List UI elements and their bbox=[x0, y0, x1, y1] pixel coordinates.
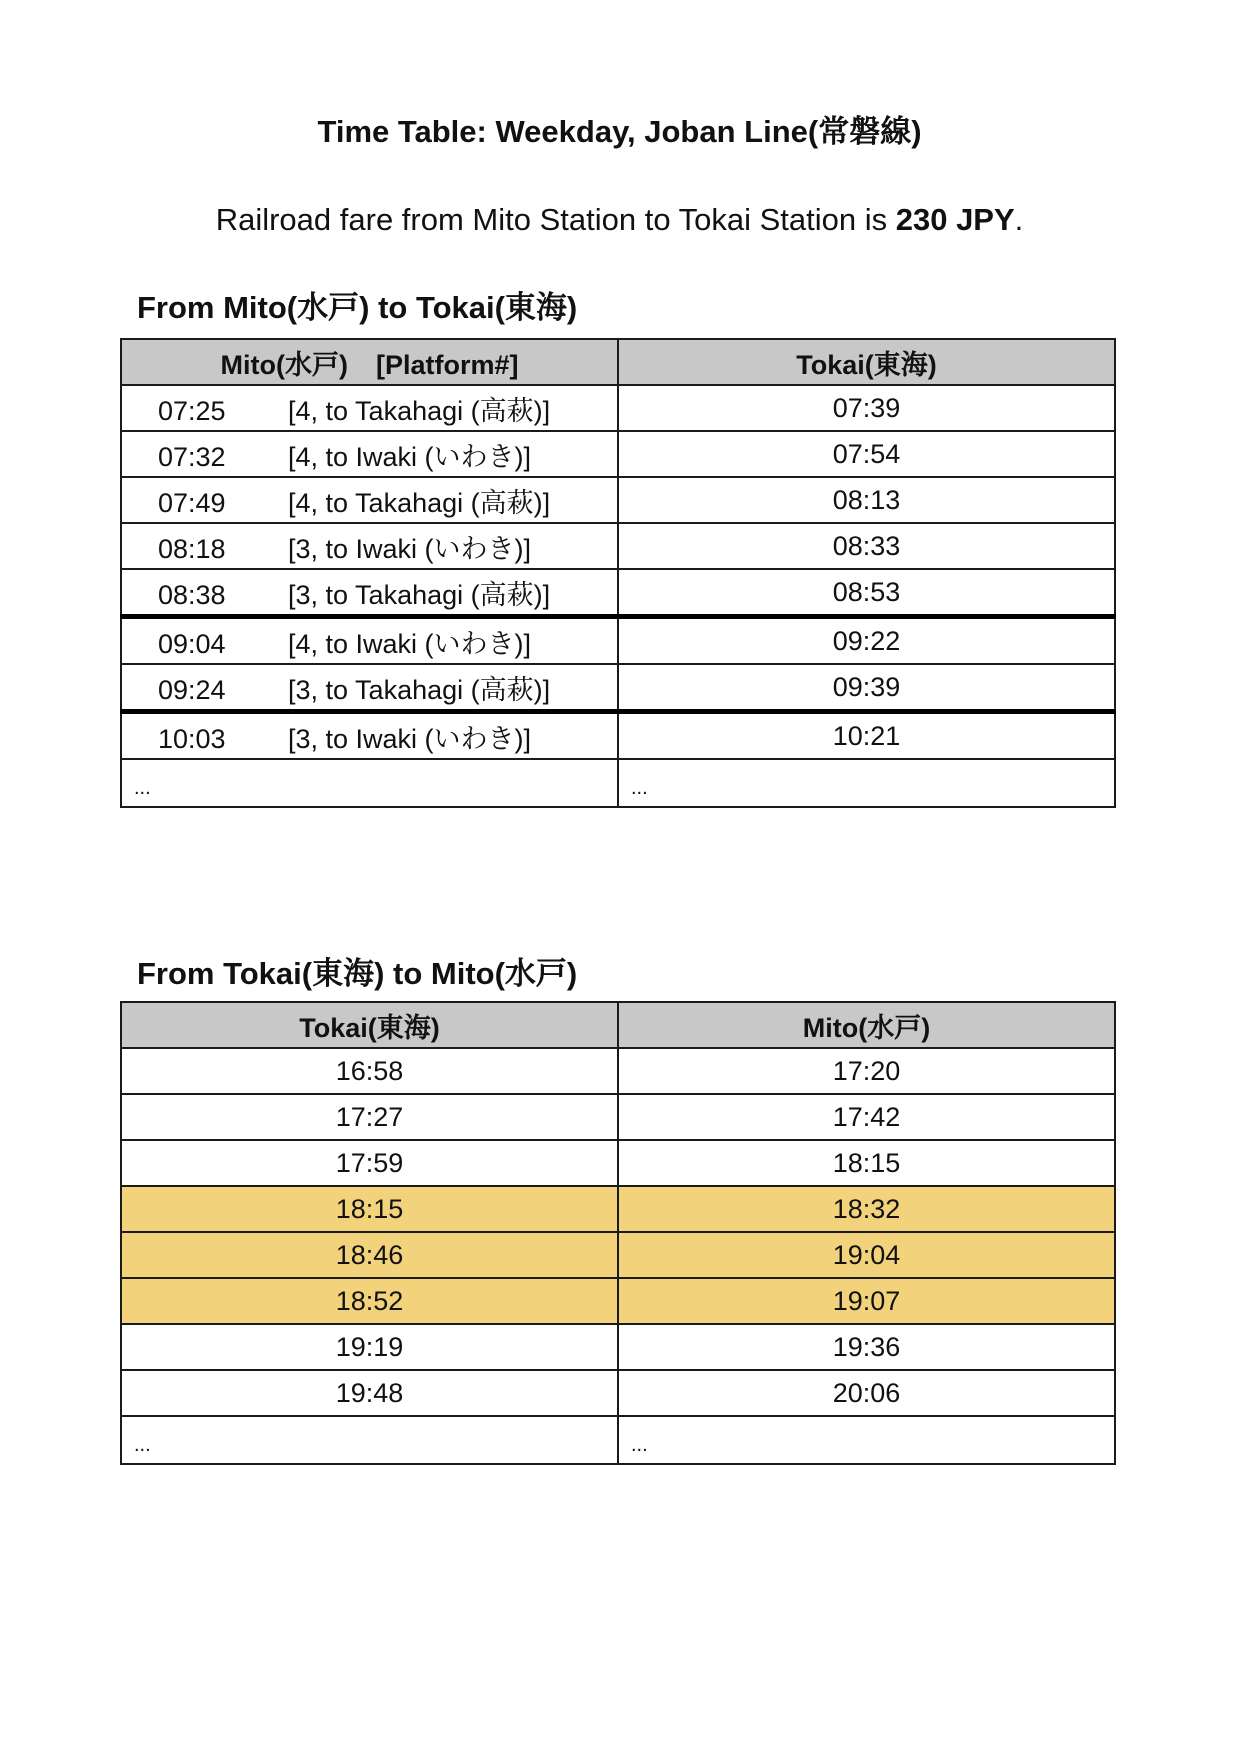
fare-amount: 230 JPY bbox=[895, 202, 1015, 237]
departure-time: 07:32 bbox=[158, 441, 226, 472]
table-row bbox=[121, 617, 1115, 665]
departure-time: 19:19 bbox=[121, 1324, 618, 1370]
arrival-time: 07:39 bbox=[618, 385, 1115, 431]
platform-info: [4, to Iwaki (いわき)] bbox=[288, 628, 532, 659]
departure-time: 08:38 bbox=[158, 579, 226, 610]
table-row bbox=[121, 1048, 1115, 1094]
section-heading-mito-to-tokai: From Mito(水戸) to Tokai(東海) bbox=[137, 290, 578, 325]
departure-cell bbox=[121, 477, 618, 523]
arrival-time: 08:33 bbox=[618, 523, 1115, 569]
departure-time: 08:18 bbox=[158, 533, 226, 564]
table-row bbox=[121, 1370, 1115, 1416]
table-row-highlighted bbox=[121, 1232, 1115, 1278]
ellipsis-cell: ... bbox=[618, 1416, 1115, 1464]
departure-time: 10:03 bbox=[158, 723, 226, 754]
departure-cell bbox=[121, 617, 618, 665]
arrival-time: 17:20 bbox=[618, 1048, 1115, 1094]
arrival-time: 10:21 bbox=[618, 712, 1115, 760]
departure-time: 17:27 bbox=[121, 1094, 618, 1140]
departure-cell bbox=[121, 385, 618, 431]
table-row bbox=[121, 1140, 1115, 1186]
departure-cell bbox=[121, 569, 618, 617]
table-row bbox=[121, 712, 1115, 760]
arrival-time: 17:42 bbox=[618, 1094, 1115, 1140]
column-header-mito: Mito(水戸) bbox=[618, 1002, 1115, 1048]
column-header-tokai: Tokai(東海) bbox=[121, 1002, 618, 1048]
platform-info: [3, to Iwaki (いわき)] bbox=[288, 723, 532, 754]
table-header-row bbox=[121, 339, 1115, 385]
departure-time: 09:24 bbox=[158, 674, 226, 705]
departure-cell bbox=[121, 664, 618, 712]
timetable-mito-to-tokai bbox=[120, 338, 1116, 808]
departure-time: 07:49 bbox=[158, 487, 226, 518]
ellipsis-cell: ... bbox=[121, 1416, 618, 1464]
table-row-highlighted bbox=[121, 1186, 1115, 1232]
fare-prefix: Railroad fare from Mito Station to Tokai Station is bbox=[215, 202, 896, 237]
table-row-ellipsis bbox=[121, 759, 1115, 807]
departure-cell bbox=[121, 712, 618, 760]
section-heading-tokai-to-mito: From Tokai(東海) to Mito(水戸) bbox=[137, 956, 578, 991]
arrival-time: 18:15 bbox=[618, 1140, 1115, 1186]
column-header-tokai: Tokai(東海) bbox=[618, 339, 1115, 385]
table-row bbox=[121, 569, 1115, 617]
departure-cell bbox=[121, 431, 618, 477]
arrival-time: 07:54 bbox=[618, 431, 1115, 477]
arrival-time: 19:07 bbox=[618, 1278, 1115, 1324]
departure-time: 18:52 bbox=[121, 1278, 618, 1324]
platform-info: [4, to Iwaki (いわき)] bbox=[288, 441, 532, 472]
departure-time: 19:48 bbox=[121, 1370, 618, 1416]
fare-suffix: . bbox=[1014, 202, 1024, 237]
page-title: Time Table: Weekday, Joban Line(常磐線) bbox=[317, 114, 922, 149]
table-row bbox=[121, 477, 1115, 523]
table-row-ellipsis bbox=[121, 1416, 1115, 1464]
arrival-time: 19:36 bbox=[618, 1324, 1115, 1370]
arrival-time: 18:32 bbox=[618, 1186, 1115, 1232]
platform-info: [3, to Takahagi (高萩)] bbox=[288, 579, 551, 610]
arrival-time: 20:06 bbox=[618, 1370, 1115, 1416]
departure-time: 07:25 bbox=[158, 395, 226, 426]
arrival-time: 19:04 bbox=[618, 1232, 1115, 1278]
arrival-time: 09:22 bbox=[618, 617, 1115, 665]
arrival-time: 08:13 bbox=[618, 477, 1115, 523]
ellipsis-cell: ... bbox=[618, 759, 1115, 807]
platform-info: [4, to Takahagi (高萩)] bbox=[288, 487, 551, 518]
platform-info: [3, to Takahagi (高萩)] bbox=[288, 674, 551, 705]
arrival-time: 08:53 bbox=[618, 569, 1115, 617]
platform-info: [4, to Takahagi (高萩)] bbox=[288, 395, 551, 426]
table-header-row bbox=[121, 1002, 1115, 1048]
ellipsis-cell: ... bbox=[121, 759, 618, 807]
table-row bbox=[121, 431, 1115, 477]
departure-time: 09:04 bbox=[158, 628, 226, 659]
table-row bbox=[121, 1324, 1115, 1370]
departure-time: 16:58 bbox=[121, 1048, 618, 1094]
fare-statement bbox=[0, 200, 1239, 240]
table-row-highlighted bbox=[121, 1278, 1115, 1324]
table-row bbox=[121, 664, 1115, 712]
timetable-tokai-to-mito bbox=[120, 1001, 1116, 1465]
departure-time: 17:59 bbox=[121, 1140, 618, 1186]
table-row bbox=[121, 523, 1115, 569]
header-mito-label: Mito(水戸) bbox=[220, 349, 348, 380]
departure-time: 18:15 bbox=[121, 1186, 618, 1232]
table-row bbox=[121, 1094, 1115, 1140]
table-row bbox=[121, 385, 1115, 431]
platform-info: [3, to Iwaki (いわき)] bbox=[288, 533, 532, 564]
header-platform-label: [Platform#] bbox=[375, 349, 519, 380]
departure-time: 18:46 bbox=[121, 1232, 618, 1278]
departure-cell bbox=[121, 523, 618, 569]
column-header-mito-platform bbox=[121, 339, 618, 385]
arrival-time: 09:39 bbox=[618, 664, 1115, 712]
